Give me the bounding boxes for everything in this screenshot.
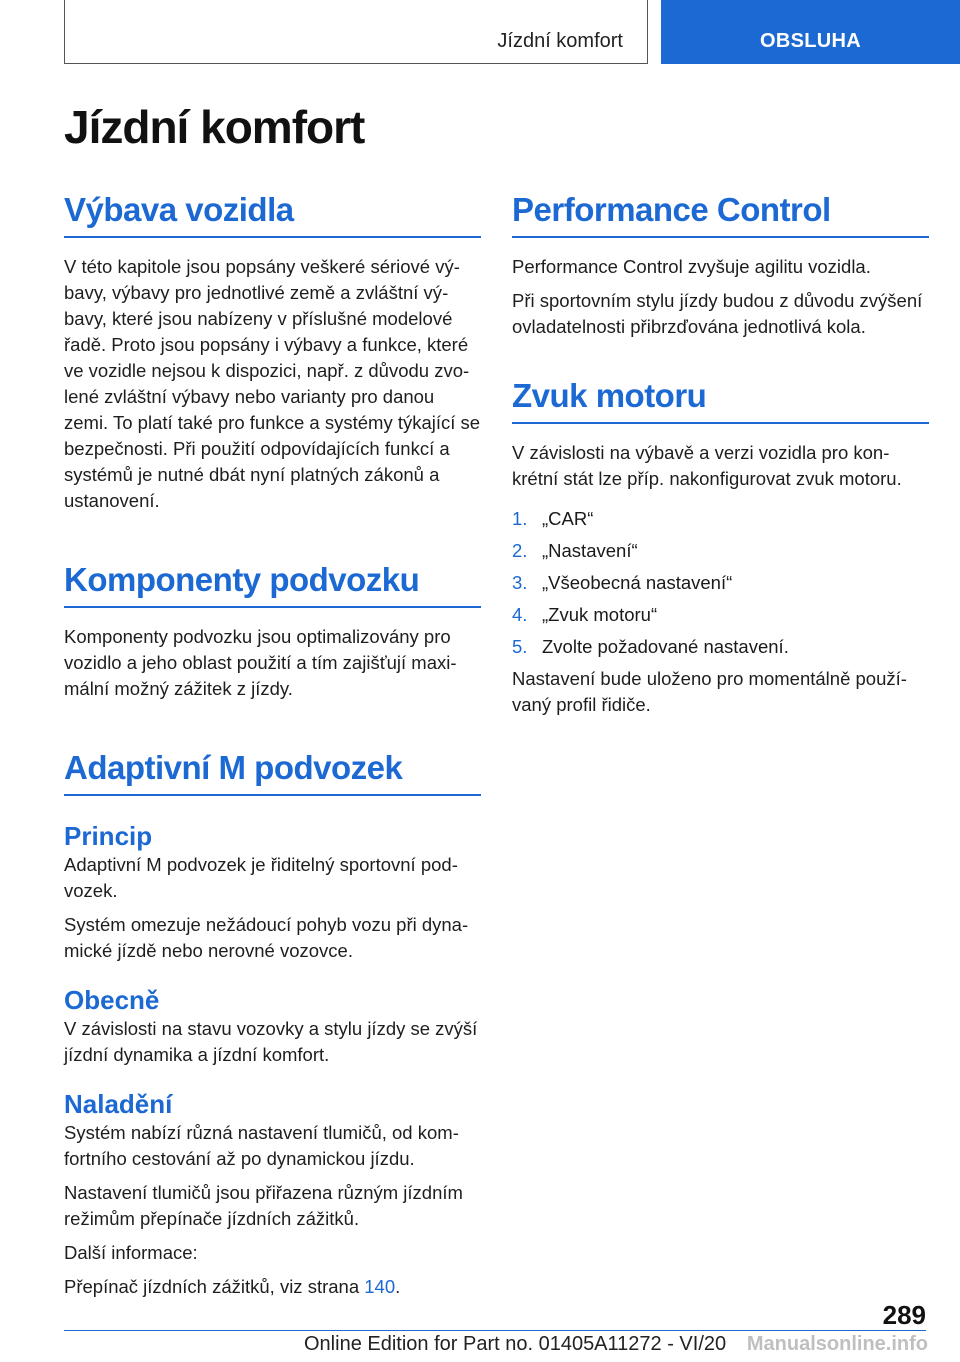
heading-performance-control: Performance Control [512, 190, 929, 238]
list-item [512, 634, 929, 660]
right-column [512, 190, 929, 718]
obecne-text: V závislosti na stavu vozovky a stylu jízdy se zvýší jízdní dynamika a jízdní komfort. [64, 1018, 478, 1065]
naladeni-ref-suffix: . [395, 1276, 401, 1297]
zvuk-outro: Nastavení bude uloženo pro momentálně používaný profil řidiče. [512, 668, 907, 715]
subheading-princip: Princip [64, 821, 153, 851]
zvuk-steps-list [512, 506, 929, 660]
footer-divider [64, 1330, 926, 1331]
list-item [512, 506, 929, 532]
heading-vybava-vozidla: Výbava vozidla [64, 190, 481, 238]
naladeni-text-2: Nastavení tlumičů jsou přiřazena různým jízdním režimům přepínače jízdních zážitků. [64, 1182, 463, 1229]
subheading-naladeni: Naladění [64, 1089, 173, 1119]
page-number: 289 [882, 1300, 926, 1330]
subheading-obecne: Obecně [64, 985, 160, 1015]
step-text: „Zvuk motoru“ [542, 604, 658, 625]
naladeni-ref-prefix: Přepínač jízdních zážitků, viz strana [64, 1276, 365, 1297]
naladeni-text-4 [64, 1274, 481, 1300]
vybava-text: V této kapitole jsou popsány veškeré sériové výbavy, výbavy pro jednotlivé země a zvláštní výbavy, které jsou nabízeny v příslušné modelové řadě. Proto jsou popsány i výbavy a funkce, které ve vozidle nejsou k dispozici, např. z důvodu zvolené zvláštní výbavy nebo varianty pro danou zemi. To platí také pro funkce a systémy týkající se bezpečnosti. Při použití odpovídajících funkcí a systémů je nutné dbát nyní platných zákonů a ustanovení. [64, 256, 481, 511]
naladeni-text-1: Systém nabízí různá nastavení tlumičů, od komfortního cestování až po dynamickou jízdu. [64, 1122, 459, 1169]
step-number: 1. [512, 508, 528, 529]
list-item [512, 570, 929, 596]
step-text: „Všeobecná nastavení“ [542, 572, 733, 593]
performance-text-2: Při sportovním stylu jízdy budou z důvodu zvýšení ovladatelnosti přibrzďována jednotlivá kola. [512, 290, 923, 337]
page-reference-link[interactable]: 140 [364, 1276, 396, 1297]
heading-komponenty-podvozku: Komponenty podvozku [64, 560, 481, 608]
naladeni-text-3: Další informace: [64, 1242, 198, 1263]
page-title: Jízdní komfort [64, 101, 365, 153]
step-number: 4. [512, 604, 528, 625]
zvuk-intro: V závislosti na výbavě a verzi vozidla pro konkrétní stát lze příp. nakonfigurovat zvuk motoru. [512, 442, 902, 489]
header-chapter-tab[interactable] [661, 0, 960, 64]
step-text: „CAR“ [542, 508, 594, 529]
footer-edition: Online Edition for Part no. 01405A11272 - VI/20 [304, 1333, 727, 1355]
step-number: 5. [512, 636, 528, 657]
performance-text-1: Performance Control zvyšuje agilitu vozidla. [512, 256, 871, 277]
header-chapter-label: OBSLUHA [760, 30, 861, 52]
header-section-box [64, 0, 648, 64]
step-text: Zvolte požadované nastavení. [542, 636, 789, 657]
list-item [512, 538, 929, 564]
step-number: 3. [512, 572, 528, 593]
princip-text-1: Adaptivní M podvozek je řiditelný sportovní podvozek. [64, 854, 458, 901]
heading-zvuk-motoru: Zvuk motoru [512, 376, 929, 424]
komponenty-text: Komponenty podvozku jsou optimalizovány pro vozidlo a jeho oblast použití a tím zajišťují maximální možný zážitek z jízdy. [64, 626, 457, 699]
left-column [64, 190, 481, 1300]
watermark: Manualsonline.info [746, 1333, 928, 1355]
step-text: „Nastavení“ [542, 540, 638, 561]
list-item [512, 602, 929, 628]
header-section-title: Jízdní komfort [497, 30, 623, 52]
heading-adaptivni-m-podvozek: Adaptivní M podvozek [64, 748, 481, 796]
princip-text-2: Systém omezuje nežádoucí pohyb vozu při dynamické jízdě nebo nerovné vozovce. [64, 914, 469, 961]
step-number: 2. [512, 540, 528, 561]
